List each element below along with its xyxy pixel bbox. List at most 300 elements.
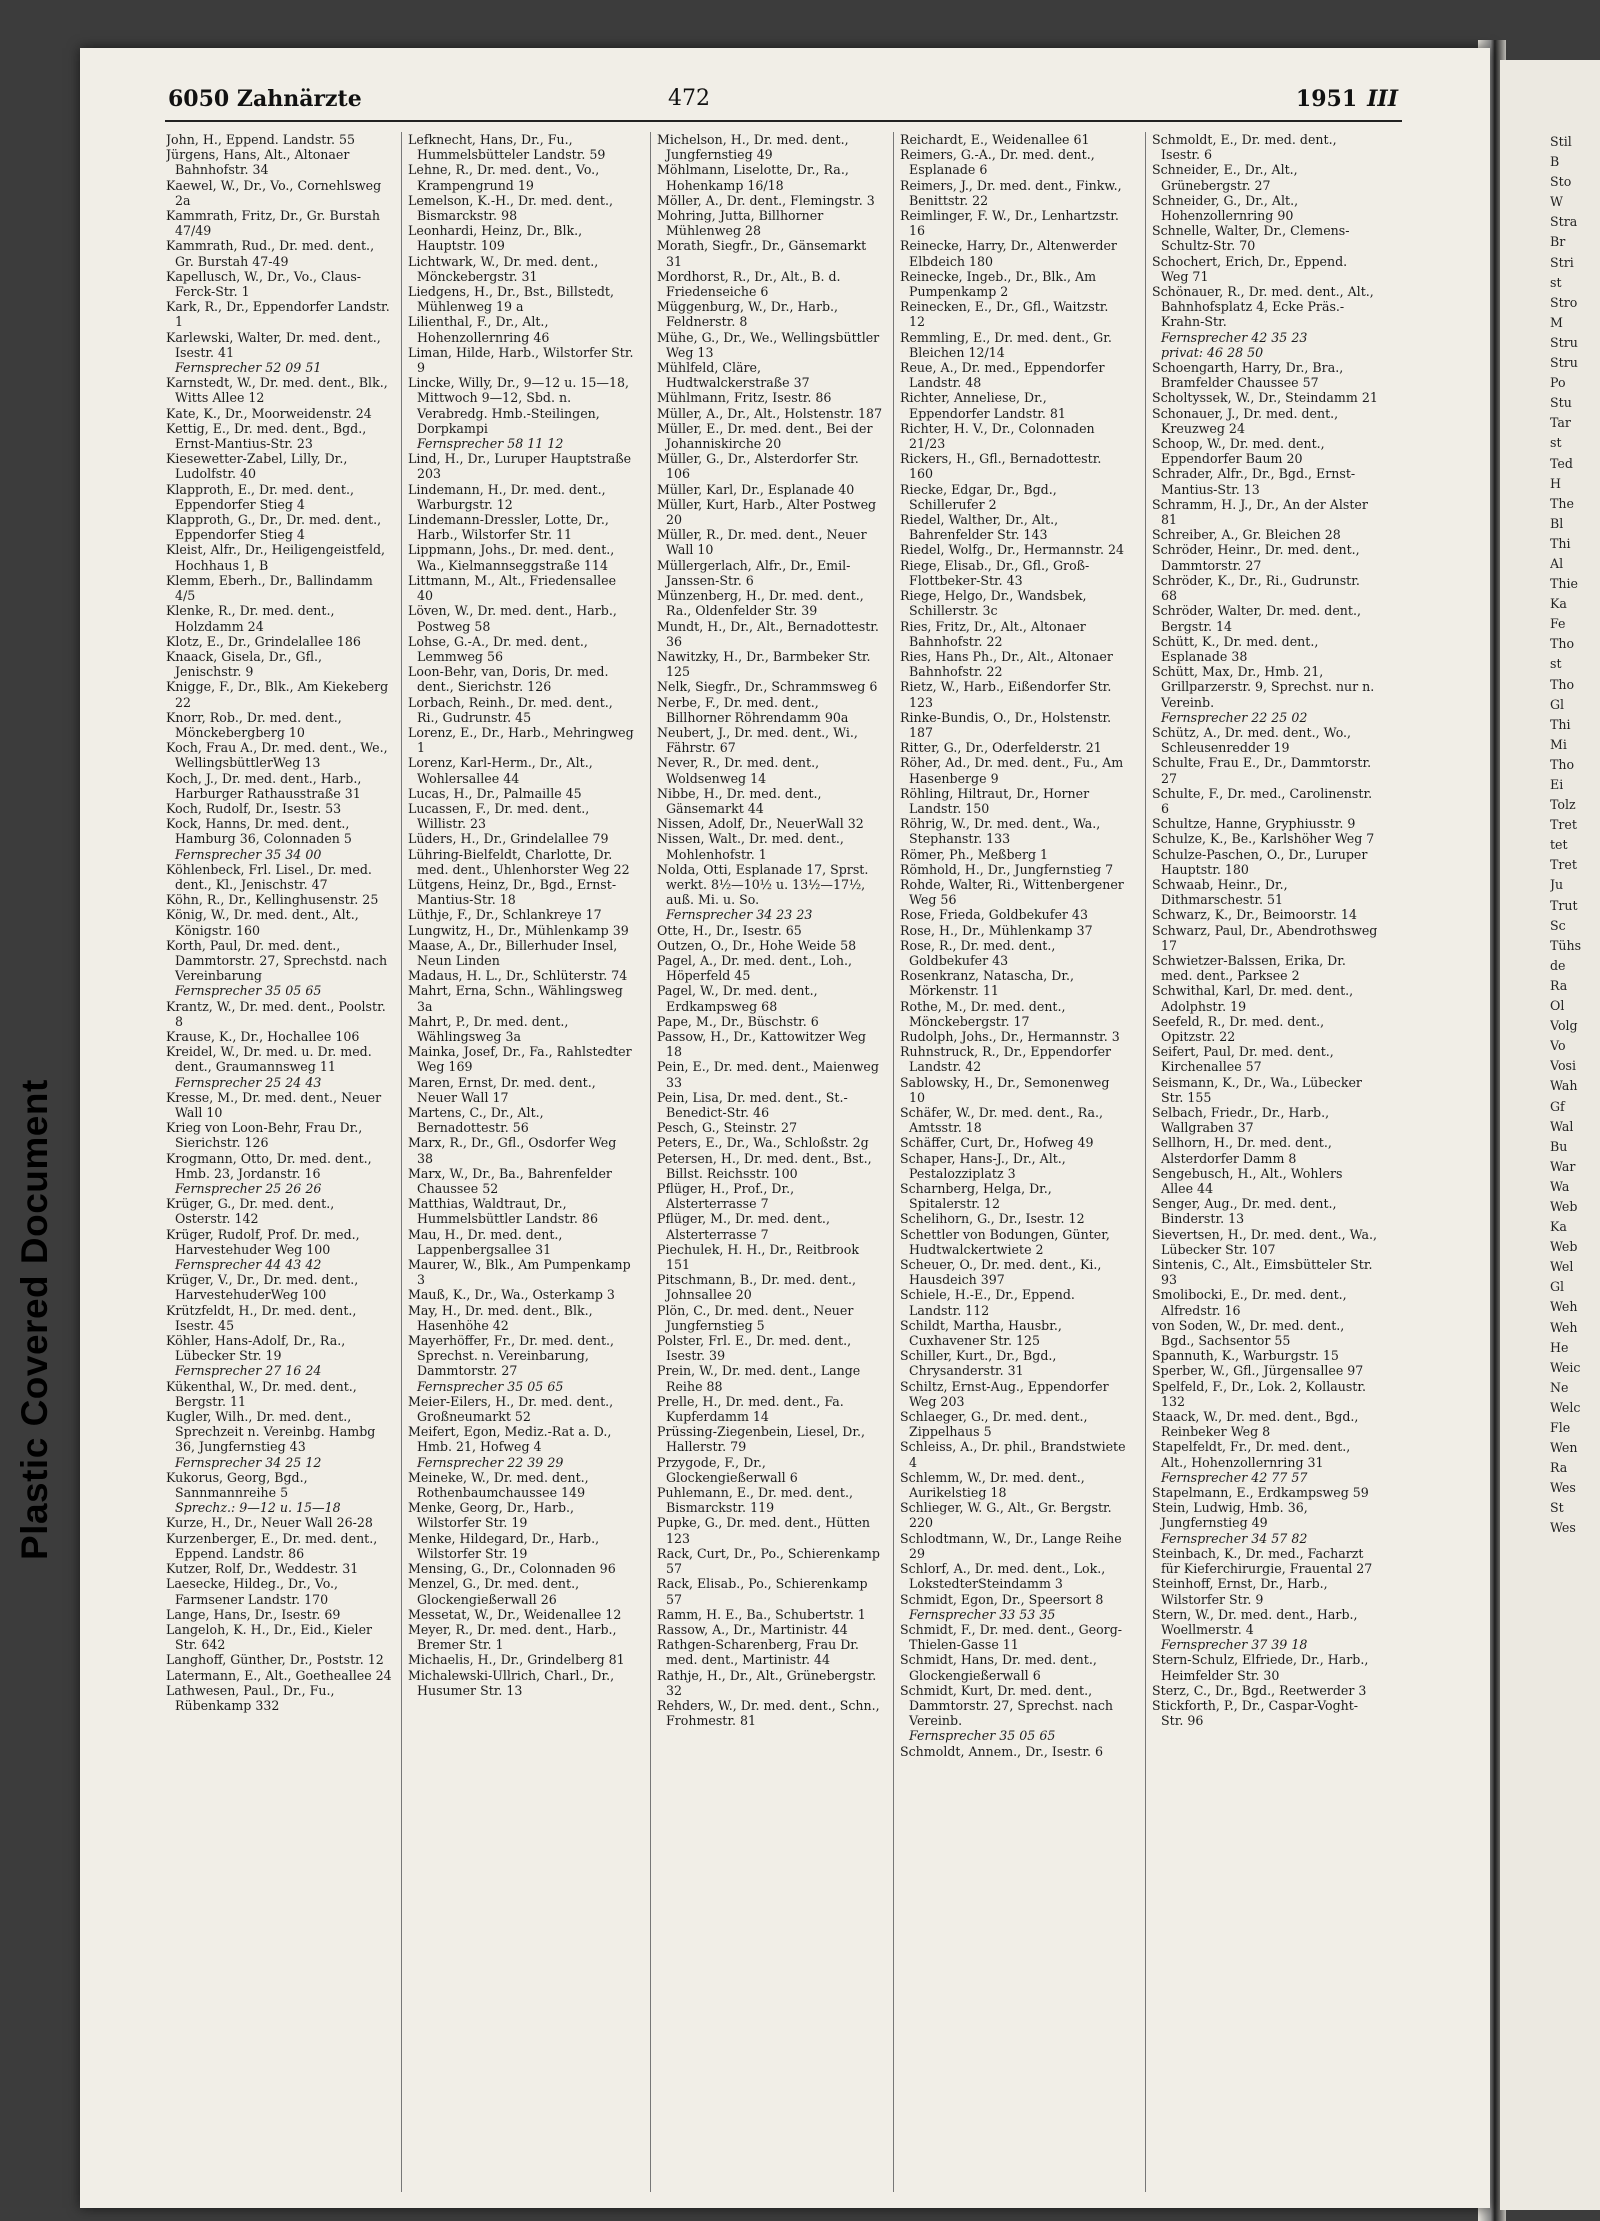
directory-entry: Pein, E., Dr. med. dent., Maienweg 33	[657, 1059, 879, 1090]
directory-entry: Klapproth, E., Dr. med. dent., Eppendorfer Stieg 4	[166, 481, 354, 512]
directory-column-3	[657, 132, 883, 2197]
directory-entry: Sellhorn, H., Dr. med. dent., Alsterdorfer Damm 8	[1152, 1135, 1332, 1166]
directory-entry: Kammrath, Rud., Dr. med. dent., Gr. Burstah 47-49	[166, 238, 375, 269]
directory-entry: Schütt, K., Dr. med. dent., Esplanade 38	[1152, 633, 1319, 664]
directory-entry: Meyer, R., Dr. med. dent., Harb., Bremer Str. 1	[408, 1621, 617, 1653]
directory-entry: Selbach, Friedr., Dr., Harb., Wallgraben 37	[1152, 1105, 1330, 1136]
edge-fragment: Weic	[1550, 1359, 1581, 1375]
directory-entry: Seefeld, R., Dr. med. dent., Opitzstr. 22	[1152, 1013, 1325, 1044]
directory-entry: Reinecken, E., Dr., Gfl., Waitzstr. 12	[900, 299, 1109, 330]
directory-entry: Schröder, K., Dr., Ri., Gudrunstr. 68	[1152, 572, 1360, 604]
directory-entry: Pupke, G., Dr. med. dent., Hütten 123	[657, 1515, 871, 1546]
directory-entry: Lorbach, Reinh., Dr. med. dent., Ri., Gudrunstr. 45	[408, 694, 613, 725]
directory-entry: Kükenthal, W., Dr. med. dent., Bergstr. 11	[166, 1378, 357, 1409]
directory-column-1	[166, 132, 392, 2197]
edge-fragment: Vosi	[1550, 1058, 1577, 1074]
directory-entry: Ruhnstruck, R., Dr., Eppendorfer Landstr. 42	[900, 1044, 1112, 1075]
edge-fragment: Tolz	[1550, 797, 1576, 813]
edge-fragment: Stil	[1550, 134, 1572, 149]
directory-entry: Schäfer, W., Dr. med. dent., Ra., Amtsstr. 18	[900, 1105, 1103, 1136]
directory-entry: Mordhorst, R., Dr., Alt., B. d. Friedenseiche 6	[657, 268, 841, 300]
directory-entry: Meineke, W., Dr. med. dent., Rothenbaumchaussee 149	[408, 1469, 589, 1501]
directory-entry: Koch, J., Dr. med. dent., Harb., Harburger Rathausstraße 31	[166, 770, 362, 801]
edge-fragment: st	[1550, 656, 1562, 672]
directory-entry: Fernsprecher 42 35 23	[1161, 329, 1308, 345]
directory-entry: Scharnberg, Helga, Dr., Spitalerstr. 12	[900, 1181, 1052, 1212]
edge-fragment: Wal	[1550, 1118, 1574, 1134]
directory-entry: Münzenberg, H., Dr. med. dent., Ra., Oldenfelder Str. 39	[657, 588, 864, 619]
directory-entry: Lind, H., Dr., Luruper Hauptstraße 203	[408, 451, 632, 482]
directory-entry: Sperber, W., Gfl., Jürgensallee 97	[1152, 1363, 1364, 1379]
directory-entry: Fernsprecher 35 05 65	[909, 1728, 1056, 1744]
directory-entry: Röhling, Hiltraut, Dr., Horner Landstr. 150	[900, 785, 1090, 816]
directory-entry: Kettig, E., Dr. med. dent., Bgd., Ernst-Mantius-Str. 23	[166, 420, 367, 452]
edge-fragment: st	[1550, 274, 1562, 290]
directory-entry: Ramm, H. E., Ba., Schubertstr. 1	[657, 1606, 866, 1622]
directory-entry: Krüger, Rudolf, Prof. Dr. med., Harvestehuder Weg 100	[166, 1226, 360, 1257]
directory-entry: Reichardt, E., Weidenallee 61	[900, 132, 1090, 147]
directory-entry: Scholtyssek, W., Dr., Steindamm 21	[1152, 390, 1378, 406]
directory-entry: Fernsprecher 37 39 18	[1161, 1637, 1308, 1653]
directory-entry: Schulze-Paschen, O., Dr., Luruper Hauptstr. 180	[1152, 846, 1368, 877]
edge-fragment: Gl	[1550, 1279, 1565, 1295]
directory-entry: Schlieger, W. G., Alt., Gr. Bergstr. 220	[900, 1500, 1112, 1531]
directory-entry: Knaack, Gisela, Dr., Gfl., Jenischstr. 9	[166, 648, 322, 680]
directory-entry: Fernsprecher 33 53 35	[909, 1606, 1056, 1622]
directory-entry: Riecke, Edgar, Dr., Bgd., Schillerufer 2	[900, 481, 1057, 512]
directory-entry: Krüger, V., Dr., Dr. med. dent., HarvestehuderWeg 100	[166, 1272, 359, 1303]
directory-entry: Fernsprecher 27 16 24	[175, 1363, 322, 1379]
directory-entry: Ries, Fritz, Dr., Alt., Altonaer Bahnhofstr. 22	[900, 618, 1086, 649]
directory-entry: Richter, H. V., Dr., Colonnaden 21/23	[900, 420, 1095, 452]
directory-entry: Fernsprecher 25 24 43	[175, 1074, 322, 1090]
directory-column-4	[900, 132, 1126, 2197]
directory-entry: Schelihorn, G., Dr., Isestr. 12	[900, 1211, 1085, 1227]
directory-entry: Reinecke, Ingeb., Dr., Blk., Am Pumpenkamp 2	[900, 268, 1097, 300]
directory-entry: Schaper, Hans-J., Dr., Alt., Pestalozziplatz 3	[900, 1150, 1066, 1181]
directory-entry: May, H., Dr. med. dent., Blk., Hasenhöhe 42	[408, 1302, 593, 1333]
directory-entry: Pesch, G., Steinstr. 27	[657, 1120, 798, 1136]
directory-entry: Smolibocki, E., Dr. med. dent., Alfredstr. 16	[1152, 1287, 1347, 1318]
directory-entry: Mühlmann, Fritz, Isestr. 86	[657, 390, 832, 406]
directory-entry: Lippmann, Johs., Dr. med. dent., Wa., Kielmannseggstraße 114	[408, 542, 615, 573]
directory-entry: Müller, E., Dr. med. dent., Bei der Johanniskirche 20	[657, 420, 873, 452]
directory-entry: Klotz, E., Dr., Grindelallee 186	[166, 633, 361, 649]
edge-fragment: Ra	[1550, 1460, 1568, 1476]
directory-entry: Schlemm, W., Dr. med. dent., Aurikelstieg 18	[900, 1469, 1085, 1501]
directory-entry: Mundt, H., Dr., Alt., Bernadottestr. 36	[657, 618, 879, 649]
scanned-page-view: Plastic Covered Document 6050 Zahnärzte 472 1951 III John, H., Eppend. Landstr. 55 Jürgens, Hans, Alt., Altonaer Bahnhofstr. 34 Kaewel, W., Dr., Vo., Cornehlsweg 2a Kammrath, Fritz, Dr., Gr. Burstah 47/49 Kammrath, Rud., Dr. med. dent., Gr. Burstah 47-49 Kapellusch, W., Dr., Vo., Claus-Ferck-Str. 1 Kark, R., Dr., Eppendorfer Landstr. 1 Karlewski, Walter, Dr. med. dent., Isestr. 41 Fernsprecher 52 09 51 Karnstedt, W., Dr. med. dent., Blk., Witts Allee 12 Kate, K., Dr., Moorweidenstr. 24 Kettig, E., Dr. med. dent., Bgd., Ernst-Mantius-Str. 23 Kiesewetter-Zabel, Lilly, Dr., Ludolfstr. 40 Klapproth, E., Dr. med. dent., Eppendorfer Stieg 4 Klapproth, G., Dr., Dr. med. dent., Eppendorfer Stieg 4 Kleist, Alfr., Dr., Heiligengeistfeld, Hochhaus 1, B Klemm, Eberh., Dr., Ballindamm 4/5 Klenke, R., Dr. med. dent., Holzdamm 24 Klotz, E., Dr., Grindelallee 186 Knaack, Gisela, Dr., Gfl., Jenischstr. 9 Knigge, F., Dr., Blk., Am Kiekeberg 22 Knorr, Rob., Dr. med. dent., Mönckebergberg 10 Koch, Frau A., Dr. med. dent., We., WellingsbüttlerWeg 13 Koch, J., Dr. med. dent., Harb., Harburger Rathausstraße 31 Koch, Rudolf, Dr., Isestr. 53 Kock, Hanns, Dr. med. dent., Hamburg 36, Colonnaden 5 Fernsprecher 35 34 00 Köhlenbeck, Frl. Lisel., Dr. med. dent., Kl., Jenischstr. 47 Köhn, R., Dr., Kellinghusenstr. 25 König, W., Dr. med. dent., Alt., Königstr. 160 Korth, Paul, Dr. med. dent., Dammtorstr. 27, Sprechstd. nach Vereinbarung Fernsprecher 35 05 65 Krantz, W., Dr. med. dent., Poolstr. 8 Krause, K., Dr., Hochallee 106 Kreidel, W., Dr. med. u. Dr. med. dent., Graumannsweg 11 Fernsprecher 25 24 43 Kresse, M., Dr. med. dent., Neuer Wall 10 Krieg von Loon-Behr, Frau Dr., Sierichstr. 126 Krogmann, Otto, Dr. med. dent., Hmb. 23, Jordanstr. 16 Fernsprecher 25 26 26 Krüger, G., Dr. med. dent., Osterstr. 142 Krüger, Rudolf, Prof. Dr. med., Harvestehuder Weg 100 Fernsprecher 44 43 42 Krüger, V., Dr., Dr. med. dent., HarvestehuderWeg 100 Krützfeldt, H., Dr. med. dent., Isestr. 45 Köhler, Hans-Adolf, Dr., Ra., Lübecker Str. 19 Fernsprecher 27 16 24 Kükenthal, W., Dr. med. dent., Bergstr. 11 Kugler, Wilh., Dr. med. dent., Sprechzeit n. Vereinbg. Hambg 36, Jungfernstieg 43 Fernsprecher 34 25 12 Kukorus, Georg, Bgd., Sannmannreihe 5 Sprechz.: 9—12 u. 15—18 Kurze, H., Dr., Neuer Wall 26-28 Kurzenberger, E., Dr. med. dent., Eppend. Landstr. 86 Kutzer, Rolf, Dr., Weddestr. 31 Laesecke, Hildeg., Dr., Vo., Farmsener Landstr. 170 Lange, Hans, Dr., Isestr. 69 Langeloh, K. H., Dr., Eid., Kieler Str. 642 Langhoff, Günther, Dr., Poststr. 12 Latermann, E., Alt., Goetheallee 24 Lathwesen, Paul., Dr., Fu., Rübenkamp 332 Lefknecht, Hans, Dr., Fu., Hummelsbütteler Landstr. 59 Lehne, R., Dr. med. dent., Vo., Krampengrund 19 Lemelson, K.-H., Dr. med. dent., Bismarckstr. 98 Leonhardi, Heinz, Dr., Blk., Hauptstr. 109 Lichtwark, W., Dr. med. dent., Mönckebergstr. 31 Liedgens, H., Dr., Bst., Billstedt, Mühlenweg 19 a Lilienthal, F., Dr., Alt., Hohenzollernring 46 Liman, Hilde, Harb., Wilstorfer Str. 9 Lincke, Willy, Dr., 9—12 u. 15—18, Mittwoch 9—12, Sbd. n. Verabredg. Hmb.-Steilingen, Dorpkampi Fernsprecher 58 11 12 Lind, H., Dr., Luruper Hauptstraße 203 Lindemann, H., Dr. med. dent., Warburgstr. 12 Lindemann-Dressler, Lotte, Dr., Harb., Wilstorfer Str. 11 Lippmann, Johs., Dr. med. dent., Wa., Kielmannseggstraße 114 Littmann, M., Alt., Friedensallee 40 Löven, W., Dr. med. dent., Harb., Postweg 58 Lohse, G.-A., Dr. med. dent., Lemmweg 56 Loon-Behr, van, Doris, Dr. med. dent., Sierichstr. 126 Lorbach, Reinh., Dr. med. dent., Ri., Gudrunstr. 45 Lorenz, E., Dr., Harb., Mehringweg 1 Lorenz, Karl-Herm., Dr., Alt., Wohlersallee 44 Lucas, H., Dr., Palmaille 45 Lucassen, F., Dr. med. dent., Willistr. 23 Lüders, H., Dr., Grindelallee 79 Lühring-Bielfeldt, Charlotte, Dr. med. dent., Uhlenhorster Weg 22 Lütgens, Heinz, Dr., Bgd., Ernst-Mantius-Str. 18 Lüthje, F., Dr., Schlankreye 17 Lungwitz, H., Dr., Mühlenkamp 39 Maase, A., Dr., Billerhuder Insel, Neun Linden Madaus, H. L., Dr., Schlüterstr. 74 Mahrt, Erna, Schn., Wählingsweg 3a Mahrt, P., Dr. med. dent., Wählingsweg 3a Mainka, Josef, Dr., Fa., Rahlstedter Weg 169 Maren, Ernst, Dr. med. dent., Neuer Wall 17 Martens, C., Dr., Alt., Bernadottestr. 56 Marx, R., Dr., Gfl., Osdorfer Weg 38 Marx, W., Dr., Ba., Bahrenfelder Chaussee 52 Matthias, Waldtraut, Dr., Hummelsbüttler Landstr. 86 Mau, H., Dr. med. dent., Lappenbergsallee 31 Maurer, W., Blk., Am Pumpenkamp 3 Mauß, K., Dr., Wa., Osterkamp 3 May, H., Dr. med. dent., Blk., Hasenhöhe 42 Mayerhöffer, Fr., Dr. med. dent., Sprechst. n. Vereinbarung, Dammtorstr. 27 Fernsprecher 35 05 65 Meier-Eilers, H., Dr. med. dent., Großneumarkt 52 Meifert, Egon, Mediz.-Rat a. D., Hmb. 21, Hofweg 4 Fernsprecher 22 39 29 Meineke, W., Dr. med. dent., Rothenbaumchaussee 149 Menke, Georg, Dr., Harb., Wilstorfer Str. 19 Menke, Hildegard, Dr., Harb., Wilstorfer Str. 19 Mensing, G., Dr., Colonnaden 96 Menzel, G., Dr. med. dent., Glockengießerwall 26 Messetat, W., Dr., Weidenallee 12 Meyer, R., Dr. med. dent., Harb., Bremer Str. 1 Michaelis, H., Dr., Grindelberg 81 Michalewski-Ullrich, Charl., Dr., Husumer Str. 13 Michelson, H., Dr. med. dent., Jungfernstieg 49 Möhlmann, Liselotte, Dr., Ra., Hohenkamp 16/18 Möller, A., Dr. dent., Flemingstr. 3 Mohring, Jutta, Billhorner Mühlenweg 28 Morath, Siegfr., Dr., Gänsemarkt 31 Mordhorst, R., Dr., Alt., B. d. Friedenseiche 6 Müggenburg, W., Dr., Harb., Feldnerstr. 8 Mühe, G., Dr., We., Wellingsbüttler Weg 13 Mühlfeld, Cläre, Hudtwalckerstraße 37 Mühlmann, Fritz, Isestr. 86 Müller, A., Dr., Alt., Holstenstr. 187 Müller, E., Dr. med. dent., Bei der Johanniskirche 20 Müller, G., Dr., Alsterdorfer Str. 106 Müller, Karl, Dr., Esplanade 40 Müller, Kurt, Harb., Alter Postweg 20 Müller, R., Dr. med. dent., Neuer Wall 10 Müllergerlach, Alfr., Dr., Emil-Janssen-Str. 6 Münzenberg, H., Dr. med. dent., Ra., Oldenfelder Str. 39 Mundt, H., Dr., Alt., Bernadottestr. 36 Nawitzky, H., Dr., Barmbeker Str. 125 Nelk, Siegfr., Dr., Schrammsweg 6 Nerbe, F., Dr. med. dent., Billhorner Röhrendamm 90a Neubert, J., Dr. med. dent., Wi., Fährstr. 67 Never, R., Dr. med. dent., Woldsenweg 14 Nibbe, H., Dr. med. dent., Gänsemarkt 44 Nissen, Adolf, Dr., NeuerWall 32 Nissen, Walt., Dr. med. dent., Mohlenhofstr. 1 Nolda, Otti, Esplanade 17, Sprst. werkt. 8½—10½ u. 13½—17½, auß. Mi. u. So. Fernsprecher 34 23 23 Otte, H., Dr., Isestr. 65 Outzen, O., Dr., Hohe Weide 58 Pagel, A., Dr. med. dent., Loh., Höperfeld 45 Pagel, W., Dr. med. dent., Erdkampsweg 68 Pape, M., Dr., Büschstr. 6 Passow, H., Dr., Kattowitzer Weg 18 Pein, E., Dr. med. dent., Maienweg 33 Pein, Lisa, Dr. med. dent., St.-Benedict-Str. 46 Pesch, G., Steinstr. 27 Peters, E., Dr., Wa., Schloßstr. 2g Petersen, H., Dr. med. dent., Bst., Billst. Reichsstr. 100 Pflüger, H., Prof., Dr., Alsterterrasse 7 Pflüger, M., Dr. med. dent., Alsterterrasse 7 Piechulek, H. H., Dr., Reitbrook 151 Pitschmann, B., Dr. med. dent., Johnsallee 20 Plön, C., Dr. med. dent., Neuer Jungfernstieg 5 Polster, Frl. E., Dr. med. dent., Isestr. 39 Prein, W., Dr. med. dent., Lange Reihe 88 Prelle, H., Dr. med. dent., Fa. Kupferdamm 14 Prüssing-Ziegenbein, Liesel, Dr., Hallerstr. 79 Przygode, F., Dr., Glockengießerwall 6 Puhlemann, E., Dr. med. dent., Bismarckstr. 119 Pupke, G., Dr. med. dent., Hütten 123 Rack, Curt, Dr., Po., Schierenkamp 57 Rack, Elisab., Po., Schierenkamp 57 Ramm, H. E., Ba., Schubertstr. 1 Rassow, A., Dr., Martinistr. 44 Rathgen-Scharenberg, Frau Dr. med. dent., Martinistr. 44 Rathje, H., Dr., Alt., Grünebergstr. 32 Rehders, W., Dr. med. dent., Schn., Frohmestr. 81 Reichardt, E., Weidenallee 61 Reimers, G.-A., Dr. med. dent., Esplanade 6 Reimers, J., Dr. med. dent., Finkw., Benittstr. 22 Reimlinger, F. W., Dr., Lenhartzstr. 16 Reinecke, Harry, Dr., Altenwerder Elbdeich 180 Reinecke, Ingeb., Dr., Blk., Am Pumpenkamp 2 Reinecken, E., Dr., Gfl., Waitzstr. 12 Remmling, E., Dr. med. dent., Gr. Bleichen 12/14 Reue, A., Dr. med., Eppendorfer Landstr. 48 Richter, Anneliese, Dr., Eppendorfer Landstr. 81 Richter, H. V., Dr., Colonnaden 21/23 Rickers, H., Gfl., Bernadottestr. 160 Riecke, Edgar, Dr., Bgd., Schillerufer 2 Riedel, Walther, Dr., Alt., Bahrenfelder Str. 143 Riedel, Wolfg., Dr., Hermannstr. 24 Riege, Elisab., Dr., Gfl., Groß-Flottbeker-Str. 43 Riege, Helgo, Dr., Wandsbek, Schillerstr. 3c Ries, Fritz, Dr., Alt., Altonaer Bahnhofstr. 22 Ries, Hans Ph., Dr., Alt., Altonaer Bahnhofstr. 22 Rietz, W., Harb., Eißendorfer Str. 123 Rinke-Bundis, O., Dr., Holstenstr. 187 Ritter, G., Dr., Oderfelderstr. 21 Röher, Ad., Dr. med. dent., Fu., Am Hasenberge 9 Röhling, Hiltraut, Dr., Horner Landstr. 150 Röhrig, W., Dr. med. dent., Wa., Stephanstr. 133 Römer, Ph., Meßberg 1 Römhold, H., Dr., Jungfernstieg 7 Rohde, Walter, Ri., Wittenbergener Weg 56 Rose, Frieda, Goldbekufer 43 Rose, H., Dr., Mühlenkamp 37 Rose, R., Dr. med. dent., Goldbekufer 43 Rosenkranz, Natascha, Dr., Mörkenstr. 11 Rothe, M., Dr. med. dent., Mönckebergstr. 17 Rudolph, Johs., Dr., Hermannstr. 3 Ruhnstruck, R., Dr., Eppendorfer Landstr. 42 Sablowsky, H., Dr., Semonenweg 10 Schäfer, W., Dr. med. dent., Ra., Amtsstr. 18 Schäffer, Curt, Dr., Hofweg 49 Schaper, Hans-J., Dr., Alt., Pestalozziplatz 3 Scharnberg, Helga, Dr., Spitalerstr. 12 Schelihorn, G., Dr., Isestr. 12 Schettler von Bodungen, Günter, Hudtwalckertwiete 2 Scheuer, O., Dr. med. dent., Ki., Hausdeich 397 Schiele, H.-E., Dr., Eppend. Landstr. 112 Schildt, Martha, Hausbr., Cuxhavener Str. 125 Schiller, Kurt., Dr., Bgd., Chrysanderstr. 31 Schiltz, Ernst-Aug., Eppendorfer Weg 203 Schlaeger, G., Dr. med. dent., Zippelhaus 5 Schleiss, A., Dr. phil., Brandstwiete 4 Schlemm, W., Dr. med. dent., Aurikelstieg 18 Schlieger, W. G., Alt., Gr. Bergstr. 220 Schlodtmann, W., Dr., Lange Reihe 29 Schlorf, A., Dr. med. dent., Lok., LokstedterSteindamm 3 Schmidt, Egon, Dr., Speersort 8 Fernsprecher 33 53 35 Schmidt, F., Dr. med. dent., Georg-Thielen-Gasse 11 Schmidt, Hans, Dr. med. dent., Glockengießerwall 6 Schmidt, Kurt, Dr. med. dent., Dammtorstr. 27, Sprechst. nach Vereinb. Fernsprecher 35 05 65 Schmoldt, Annem., Dr., Isestr. 6 Schmoldt, E., Dr. med. dent., Isestr. 6 Schneider, E., Dr., Alt., Grünebergstr. 27 Schneider, G., Dr., Alt., Hohenzollernring 90 Schnelle, Walter, Dr., Clemens-Schultz-Str. 70 Schochert, Erich, Dr., Eppend. Weg 71 Schönauer, R., Dr. med. dent., Alt., Bahnhofsplatz 4, Ecke Präs.-Krahn-Str. Fernsprecher 42 35 23 privat: 46 28 50 Schoengarth, Harry, Dr., Bra., Bramfelder Chaussee 57 Scholtyssek, W., Dr., Steindamm 21 Schonauer, J., Dr. med. dent., Kreuzweg 24 Schoop, W., Dr. med. dent., Eppendorfer Baum 20 Schrader, Alfr., Dr., Bgd., Ernst-Mantius-Str. 13 Schramm, H. J., Dr., An der Alster 81 Schreiber, A., Gr. Bleichen 28 Schröder, Heinr., Dr. med. dent., Dammtorstr. 27 Schröder, K., Dr., Ri., Gudrunstr. 68 Schröder, Walter, Dr. med. dent., Bergstr. 14 Schütt, K., Dr. med. dent., Esplanade 38 Schütt, Max, Dr., Hmb. 21, Grillparzerstr. 9, Sprechst. nur n. Vereinb. Fernsprecher 22 25 02 Schütz, A., Dr. med. dent., Wo., Schleusenredder 19 Schulte, Frau E., Dr., Dammtorstr. 27 Schulte, F., Dr. med., Carolinenstr. 6 Schultze, Hanne, Gryphiusstr. 9 Schulze, K., Be., Karlshöher Weg 7 Schulze-Paschen, O., Dr., Luruper Hauptstr. 180 Schwaab, Heinr., Dr., Dithmarschestr. 51 Schwarz, K., Dr., Beimoorstr. 14 Schwarz, Paul, Dr., Abendrothsweg 17 Schwietzer-Balssen, Erika, Dr. med. dent., Parksee 2 Schwithal, Karl, Dr. med. dent., Adolphstr. 19 Seefeld, R., Dr. med. dent., Opitzstr. 22 Seifert, Paul, Dr. med. dent., Kirchenallee 57 Seismann, K., Dr., Wa., Lübecker Str. 155 Selbach, Friedr., Dr., Harb., Wallgraben 37 Sellhorn, H., Dr. med. dent., Alsterdorfer Damm 8 Sengebusch, H., Alt., Wohlers Allee 44 Senger, Aug., Dr. med. dent., Binderstr. 13 Sievertsen, H., Dr. med. dent., Wa., Lübecker Str. 107 Sintenis, C., Alt., Eimsbütteler Str. 93 Smolibocki, E., Dr. med. dent., Alfredstr. 16 von Soden, W., Dr. med. dent., Bgd., Sachsentor 55 Spannuth, K., Warburgstr. 15 Sperber, W., Gfl., Jürgensallee 97 Spelfeld, F., Dr., Lok. 2, Kollaustr. 132 Staack, W., Dr. med. dent., Bgd., Reinbeker Weg 8 Stapelfeldt, Fr., Dr. med. dent., Alt., Hohenzollernring 31 Fernsprecher 42 77 57 Stapelmann, E., Erdkampsweg 59 Stein, Ludwig, Hmb. 36, Jungfernstieg 49 Fernsprecher 34 57 82 Steinbach, K., Dr. med., Facharzt für Kieferchirurgie, Frauental 27 Steinhoff, Ernst, Dr., Harb., Wilstorfer Str. 9 Stern, W., Dr. med. dent., Harb., Woellmerstr. 4 Fernsprecher 37 39 18 Stern-Schulz, Elfriede, Dr., Harb., Heimfelder Str. 30 Sterz, C., Dr., Bgd., Reetwerder 3 Stickforth, P., Dr., Caspar-Voght-Str. 96 Stil B Sto W Stra Br Stri st Stro M Stru Stru Po Stu Tar st Ted H The Bl Thi Al Thie Ka Fe Tho st Tho Gl Thi Mi Tho Ei Tolz Tret tet Tret Ju Trut Sc Tühs de Ra Ol Volg Vo Vosi Wah Gf Wal Bu War Wa Web Ka Web Wel Gl Weh Weh He Weic Ne Welc Fle Wen Ra Wes St Wes	[0, 0, 1600, 2221]
directory-entry: Maurer, W., Blk., Am Pumpenkamp 3	[408, 1257, 631, 1288]
directory-entry: Sablowsky, H., Dr., Semonenweg 10	[900, 1074, 1110, 1105]
directory-entry: Schmidt, Kurt, Dr. med. dent., Dammtorstr. 27, Sprechst. nach Vereinb.	[900, 1682, 1113, 1729]
directory-entry: Schnelle, Walter, Dr., Clemens-Schultz-Str. 70	[1152, 223, 1350, 254]
directory-entry: Schildt, Martha, Hausbr., Cuxhavener Str. 125	[900, 1317, 1062, 1349]
directory-entry: Mohring, Jutta, Billhorner Mühlenweg 28	[657, 208, 824, 239]
directory-entry: Riedel, Wolfg., Dr., Hermannstr. 24	[900, 542, 1125, 558]
directory-entry: Rose, H., Dr., Mühlenkamp 37	[900, 922, 1093, 938]
directory-entry: Ries, Hans Ph., Dr., Alt., Altonaer Bahnhofstr. 22	[900, 648, 1113, 680]
directory-entry: Plön, C., Dr. med. dent., Neuer Jungfernstieg 5	[657, 1302, 854, 1333]
directory-entry: Senger, Aug., Dr. med. dent., Binderstr. 13	[1152, 1196, 1337, 1227]
directory-entry: Rosenkranz, Natascha, Dr., Mörkenstr. 11	[900, 968, 1074, 999]
directory-entry: Neubert, J., Dr. med. dent., Wi., Fährstr. 67	[657, 724, 858, 756]
directory-entry: Schulte, F., Dr. med., Carolinenstr. 6	[1152, 785, 1373, 816]
edge-fragment: Weh	[1550, 1319, 1578, 1335]
directory-entry: Müller, G., Dr., Alsterdorfer Str. 106	[657, 451, 859, 482]
directory-entry: Fernsprecher 34 23 23	[666, 907, 813, 923]
directory-entry: Schiltz, Ernst-Aug., Eppendorfer Weg 203	[900, 1378, 1109, 1409]
directory-entry: Remmling, E., Dr. med. dent., Gr. Bleichen 12/14	[900, 329, 1112, 360]
directory-entry: Passow, H., Dr., Kattowitzer Weg 18	[657, 1028, 866, 1060]
directory-entry: Schulte, Frau E., Dr., Dammtorstr. 27	[1152, 755, 1372, 786]
directory-entry: Schultze, Hanne, Gryphiusstr. 9	[1152, 816, 1356, 832]
directory-entry: Rothe, M., Dr. med. dent., Mönckebergstr. 17	[900, 998, 1066, 1029]
directory-entry: Staack, W., Dr. med. dent., Bgd., Reinbeker Weg 8	[1152, 1409, 1359, 1440]
directory-entry: Meifert, Egon, Mediz.-Rat a. D., Hmb. 21, Hofweg 4	[408, 1424, 612, 1455]
directory-entry: Reimlinger, F. W., Dr., Lenhartzstr. 16	[900, 208, 1119, 239]
directory-entry: Schwithal, Karl, Dr. med. dent., Adolphstr. 19	[1152, 983, 1354, 1014]
directory-entry: Schonauer, J., Dr. med. dent., Kreuzweg 24	[1152, 405, 1339, 436]
directory-entry: Morath, Siegfr., Dr., Gänsemarkt 31	[657, 238, 867, 269]
directory-entry: Karlewski, Walter, Dr. med. dent., Isestr. 41	[166, 329, 381, 360]
column-divider	[893, 132, 894, 2192]
edge-fragment: st	[1550, 435, 1562, 451]
header-rule	[165, 120, 1402, 122]
directory-entry: Lucassen, F., Dr. med. dent., Willistr. 23	[408, 800, 590, 832]
edge-fragment: Sc	[1550, 917, 1566, 933]
directory-entry: Krantz, W., Dr. med. dent., Poolstr. 8	[166, 998, 386, 1029]
directory-entry: Fernsprecher 22 25 02	[1161, 709, 1308, 725]
directory-entry: Kammrath, Fritz, Dr., Gr. Burstah 47/49	[166, 208, 380, 239]
directory-entry: Pitschmann, B., Dr. med. dent., Johnsallee 20	[657, 1272, 857, 1303]
directory-entry: Schochert, Erich, Dr., Eppend. Weg 71	[1152, 253, 1348, 284]
directory-entry: Pagel, A., Dr. med. dent., Loh., Höperfeld 45	[657, 952, 853, 984]
directory-entry: Krieg von Loon-Behr, Frau Dr., Sierichstr. 126	[166, 1120, 363, 1151]
directory-entry: Lüthje, F., Dr., Schlankreye 17	[408, 907, 602, 923]
directory-entry: Pape, M., Dr., Büschstr. 6	[657, 1013, 819, 1029]
edge-fragment: Web	[1550, 1198, 1578, 1214]
directory-entry: Schmidt, Hans, Dr. med. dent., Glockengießerwall 6	[900, 1652, 1097, 1683]
directory-entry: Fernsprecher 58 11 12	[417, 436, 564, 452]
directory-entry: Stein, Ludwig, Hmb. 36, Jungfernstieg 49	[1152, 1500, 1308, 1531]
year: 1951	[1295, 86, 1358, 112]
edge-fragment: Gf	[1550, 1098, 1565, 1114]
directory-entry: Schleiss, A., Dr. phil., Brandstwiete 4	[900, 1439, 1126, 1470]
directory-entry: Menke, Hildegard, Dr., Harb., Wilstorfer Str. 19	[408, 1530, 600, 1561]
directory-entry: Scheuer, O., Dr. med. dent., Ki., Hausdeich 397	[900, 1257, 1102, 1288]
directory-entry: Köhn, R., Dr., Kellinghusenstr. 25	[166, 892, 379, 908]
directory-entry: Reue, A., Dr. med., Eppendorfer Landstr. 48	[900, 360, 1105, 391]
directory-entry: Lange, Hans, Dr., Isestr. 69	[166, 1606, 341, 1622]
directory-entry: Schmoldt, E., Dr. med. dent., Isestr. 6	[1152, 132, 1337, 163]
directory-entry: Reinecke, Harry, Dr., Altenwerder Elbdeich 180	[900, 238, 1117, 269]
directory-entry: Nissen, Adolf, Dr., NeuerWall 32	[657, 816, 864, 832]
directory-entry: Römhold, H., Dr., Jungfernstieg 7	[900, 861, 1114, 877]
directory-entry: Röhrig, W., Dr. med. dent., Wa., Stephanstr. 133	[900, 816, 1101, 847]
directory-entry: Müller, A., Dr., Alt., Holstenstr. 187	[657, 405, 883, 421]
directory-entry: Müller, Kurt, Harb., Alter Postweg 20	[657, 496, 877, 528]
directory-entry: Mühlfeld, Cläre, Hudtwalckerstraße 37	[657, 360, 810, 391]
edge-fragment: M	[1550, 314, 1563, 330]
directory-entry: Riege, Helgo, Dr., Wandsbek, Schillerstr. 3c	[900, 588, 1087, 619]
directory-entry: Kark, R., Dr., Eppendorfer Landstr. 1	[166, 299, 390, 330]
directory-entry: Puhlemann, E., Dr. med. dent., Bismarckstr. 119	[657, 1485, 853, 1516]
edge-fragment: B	[1550, 154, 1560, 170]
facing-page-fragments	[1550, 132, 1600, 2192]
directory-entry: Stern, W., Dr. med. dent., Harb., Woellmerstr. 4	[1152, 1606, 1358, 1637]
directory-entry: Lindemann-Dressler, Lotte, Dr., Harb., Wilstorfer Str. 11	[408, 512, 609, 543]
directory-entry: Polster, Frl. E., Dr. med. dent., Isestr. 39	[657, 1333, 852, 1364]
directory-entry: Kugler, Wilh., Dr. med. dent., Sprechzeit n. Vereinbg. Hambg 36, Jungfernstieg 43	[166, 1409, 376, 1455]
directory-entry: Sprechz.: 9—12 u. 15—18	[175, 1500, 341, 1516]
directory-entry: Seismann, K., Dr., Wa., Lübecker Str. 155	[1152, 1074, 1362, 1105]
directory-entry: Schmidt, F., Dr. med. dent., Georg-Thielen-Gasse 11	[900, 1621, 1123, 1653]
directory-entry: Langhoff, Günther, Dr., Poststr. 12	[166, 1652, 384, 1668]
directory-entry: Sievertsen, H., Dr. med. dent., Wa., Lübecker Str. 107	[1152, 1226, 1378, 1257]
directory-entry: Lütgens, Heinz, Dr., Bgd., Ernst-Mantius-Str. 18	[408, 876, 617, 908]
directory-entry: Klapproth, G., Dr., Dr. med. dent., Eppendorfer Stieg 4	[166, 512, 382, 543]
directory-entry: Fernsprecher 35 05 65	[175, 983, 322, 999]
directory-entry: Fernsprecher 52 09 51	[175, 360, 322, 376]
directory-entry: Kate, K., Dr., Moorweidenstr. 24	[166, 405, 372, 421]
edge-fragment: Thi	[1550, 535, 1571, 551]
directory-entry: Marx, R., Dr., Gfl., Osdorfer Weg 38	[408, 1135, 617, 1166]
edge-fragment: Wes	[1550, 1520, 1576, 1536]
directory-entry: Reimers, J., Dr. med. dent., Finkw., Benittstr. 22	[900, 177, 1122, 208]
directory-entry: Rack, Curt, Dr., Po., Schierenkamp 57	[657, 1545, 880, 1577]
directory-entry: Lincke, Willy, Dr., 9—12 u. 15—18, Mittwoch 9—12, Sbd. n. Verabredg. Hmb.-Steilingen, Dorpkampi	[408, 375, 630, 436]
directory-entry: Rudolph, Johs., Dr., Hermannstr. 3	[900, 1028, 1120, 1044]
directory-entry: Mahrt, Erna, Schn., Wählingsweg 3a	[408, 983, 623, 1014]
directory-entry: Lindemann, H., Dr. med. dent., Warburgstr. 12	[408, 481, 606, 512]
edge-fragment: The	[1550, 495, 1574, 511]
edge-fragment: Wen	[1550, 1440, 1578, 1456]
edge-fragment: Br	[1550, 234, 1566, 250]
edge-fragment: Tar	[1550, 415, 1571, 431]
directory-entry: Outzen, O., Dr., Hohe Weide 58	[657, 937, 857, 953]
directory-entry: Knigge, F., Dr., Blk., Am Kiekeberg 22	[166, 679, 389, 710]
edge-fragment: Ka	[1550, 596, 1567, 612]
directory-entry: Rehders, W., Dr. med. dent., Schn., Frohmestr. 81	[657, 1697, 880, 1729]
directory-entry: Möhlmann, Liselotte, Dr., Ra., Hohenkamp 16/18	[657, 162, 849, 193]
directory-entry: Korth, Paul, Dr. med. dent., Dammtorstr. 27, Sprechstd. nach Vereinbarung	[166, 937, 388, 984]
directory-entry: Koch, Rudolf, Dr., Isestr. 53	[166, 800, 342, 816]
directory-entry: Schoengarth, Harry, Dr., Bra., Bramfelder Chaussee 57	[1152, 360, 1344, 391]
directory-entry: Richter, Anneliese, Dr., Eppendorfer Landstr. 81	[900, 390, 1066, 421]
directory-entry: Kukorus, Georg, Bgd., Sannmannreihe 5	[166, 1469, 308, 1501]
directory-entry: Steinbach, K., Dr. med., Facharzt für Kieferchirurgie, Frauental 27	[1152, 1545, 1373, 1577]
directory-entry: Rassow, A., Dr., Martinistr. 44	[657, 1621, 848, 1637]
directory-entry: Lefknecht, Hans, Dr., Fu., Hummelsbütteler Landstr. 59	[408, 132, 606, 163]
year-volume	[1296, 86, 1398, 112]
directory-entry: Schwietzer-Balssen, Erika, Dr. med. dent., Parksee 2	[1152, 952, 1346, 984]
edge-fragment: Tho	[1550, 636, 1575, 652]
directory-entry: Schwaab, Heinr., Dr., Dithmarschestr. 51	[1152, 876, 1288, 908]
directory-entry: Mainka, Josef, Dr., Fa., Rahlstedter Weg 169	[408, 1044, 632, 1075]
directory-entry: Kaewel, W., Dr., Vo., Cornehlsweg 2a	[166, 177, 382, 208]
directory-entry: Maren, Ernst, Dr. med. dent., Neuer Wall 17	[408, 1074, 596, 1105]
directory-entry: Fernsprecher 22 39 29	[417, 1454, 564, 1470]
edge-fragment: Ne	[1550, 1379, 1569, 1395]
edge-fragment: War	[1550, 1158, 1576, 1174]
directory-entry: Michaelis, H., Dr., Grindelberg 81	[408, 1652, 625, 1668]
directory-entry: König, W., Dr. med. dent., Alt., Königstr. 160	[166, 907, 359, 938]
directory-entry: Kapellusch, W., Dr., Vo., Claus-Ferck-Str. 1	[166, 268, 362, 300]
edge-fragment: Ol	[1550, 998, 1565, 1014]
edge-fragment: Wel	[1550, 1259, 1574, 1275]
directory-entry: Fernsprecher 25 26 26	[175, 1181, 322, 1197]
directory-entry: Lungwitz, H., Dr., Mühlenkamp 39	[408, 922, 629, 938]
directory-entry: Meier-Eilers, H., Dr. med. dent., Großneumarkt 52	[408, 1393, 614, 1425]
directory-entry: Liman, Hilde, Harb., Wilstorfer Str. 9	[408, 344, 634, 376]
directory-entry: Jürgens, Hans, Alt., Altonaer Bahnhofstr. 34	[166, 147, 350, 178]
directory-entry: Schiller, Kurt., Dr., Bgd., Chrysanderstr. 31	[900, 1348, 1057, 1379]
directory-entry: Knorr, Rob., Dr. med. dent., Mönckebergberg 10	[166, 709, 342, 740]
edge-fragment: Sto	[1550, 174, 1572, 190]
edge-fragment: Ei	[1550, 777, 1564, 792]
directory-entry: Lemelson, K.-H., Dr. med. dent., Bismarckstr. 98	[408, 192, 613, 224]
directory-entry: Mauß, K., Dr., Wa., Osterkamp 3	[408, 1287, 615, 1303]
directory-entry: Schlodtmann, W., Dr., Lange Reihe 29	[900, 1530, 1122, 1561]
directory-entry: Prelle, H., Dr. med. dent., Fa. Kupferdamm 14	[657, 1393, 844, 1425]
directory-entry: Nissen, Walt., Dr. med. dent., Mohlenhofstr. 1	[657, 831, 844, 862]
directory-entry: Spelfeld, F., Dr., Lok. 2, Kollaustr. 132	[1152, 1378, 1366, 1409]
directory-entry: Lüders, H., Dr., Grindelallee 79	[408, 831, 609, 847]
edge-fragment: Ra	[1550, 977, 1568, 993]
page-header	[168, 86, 1398, 120]
directory-entry: Koch, Frau A., Dr. med. dent., We., WellingsbüttlerWeg 13	[166, 740, 388, 771]
directory-entry: Klemm, Eberh., Dr., Ballindamm 4/5	[166, 572, 373, 604]
edge-fragment: Tho	[1550, 756, 1575, 772]
edge-fragment: Tret	[1550, 857, 1577, 873]
directory-entry: Latermann, E., Alt., Goetheallee 24	[166, 1667, 392, 1683]
directory-entry: Rohde, Walter, Ri., Wittenbergener Weg 56	[900, 876, 1124, 908]
edge-fragment: Wa	[1550, 1178, 1570, 1194]
directory-entry: Langeloh, K. H., Dr., Eid., Kieler Str. 642	[166, 1621, 373, 1653]
directory-entry: Menzel, G., Dr. med. dent., Glockengießerwall 26	[408, 1576, 580, 1607]
directory-entry: Rose, Frieda, Goldbekufer 43	[900, 907, 1088, 923]
directory-entry: Stapelmann, E., Erdkampsweg 59	[1152, 1485, 1369, 1501]
directory-entry: Mensing, G., Dr., Colonnaden 96	[408, 1561, 616, 1577]
directory-entry: Krogmann, Otto, Dr. med. dent., Hmb. 23, Jordanstr. 16	[166, 1150, 372, 1181]
directory-entry: Schlorf, A., Dr. med. dent., Lok., LokstedterSteindamm 3	[900, 1561, 1106, 1592]
directory-entry: Rietz, W., Harb., Eißendorfer Str. 123	[900, 679, 1112, 710]
page-number: 472	[668, 86, 710, 111]
edge-fragment: Stru	[1550, 334, 1578, 350]
directory-entry: Schwarz, K., Dr., Beimoorstr. 14	[1152, 907, 1357, 923]
directory-entry: Stern-Schulz, Elfriede, Dr., Harb., Heimfelder Str. 30	[1152, 1652, 1369, 1683]
directory-entry: Kreidel, W., Dr. med. u. Dr. med. dent., Graumannsweg 11	[166, 1044, 372, 1075]
directory-entry: Reimers, G.-A., Dr. med. dent., Esplanade 6	[900, 147, 1095, 178]
directory-entry: Schiele, H.-E., Dr., Eppend. Landstr. 112	[900, 1287, 1075, 1318]
directory-entry: Riege, Elisab., Dr., Gfl., Groß-Flottbeker-Str. 43	[900, 557, 1090, 588]
directory-entry: Lathwesen, Paul., Dr., Fu., Rübenkamp 332	[166, 1682, 335, 1713]
directory-entry: Schettler von Bodungen, Günter, Hudtwalckertwiete 2	[900, 1226, 1110, 1257]
directory-entry: Schrader, Alfr., Dr., Bgd., Ernst-Mantius-Str. 13	[1152, 466, 1356, 497]
directory-entry: Schönauer, R., Dr. med. dent., Alt., Bahnhofsplatz 4, Ecke Präs.-Krahn-Str.	[1152, 284, 1374, 330]
directory-entry: Pflüger, M., Dr. med. dent., Alsterterrasse 7	[657, 1211, 830, 1242]
directory-entry: Nolda, Otti, Esplanade 17, Sprst. werkt. 8½—10½ u. 13½—17½, auß. Mi. u. So.	[657, 861, 869, 908]
directory-entry: Piechulek, H. H., Dr., Reitbrook 151	[657, 1241, 859, 1273]
edge-fragment: Fle	[1550, 1420, 1571, 1435]
directory-entry: Kock, Hanns, Dr. med. dent., Hamburg 36, Colonnaden 5	[166, 816, 352, 847]
directory-entry: Römer, Ph., Meßberg 1	[900, 846, 1049, 862]
edge-fragment: Tret	[1550, 817, 1577, 833]
directory-entry: Karnstedt, W., Dr. med. dent., Blk., Witts Allee 12	[166, 375, 388, 406]
directory-entry: Müllergerlach, Alfr., Dr., Emil-Janssen-Str. 6	[657, 557, 851, 588]
directory-entry: Röher, Ad., Dr. med. dent., Fu., Am Hasenberge 9	[900, 755, 1124, 786]
directory-entry: Schlaeger, G., Dr. med. dent., Zippelhaus 5	[900, 1409, 1088, 1440]
directory-entry: Never, R., Dr. med. dent., Woldsenweg 14	[657, 755, 820, 786]
volume: III	[1367, 86, 1398, 112]
directory-entry: Madaus, H. L., Dr., Schlüterstr. 74	[408, 968, 628, 984]
edge-fragment: Web	[1550, 1239, 1578, 1255]
directory-entry: Fernsprecher 35 05 65	[417, 1378, 564, 1394]
edge-fragment: de	[1550, 957, 1566, 973]
directory-column-2	[408, 132, 634, 2197]
directory-entry: Laesecke, Hildeg., Dr., Vo., Farmsener Landstr. 170	[166, 1576, 339, 1607]
edge-fragment: Volg	[1550, 1018, 1578, 1034]
directory-entry: Messetat, W., Dr., Weidenallee 12	[408, 1606, 622, 1622]
directory-entry: John, H., Eppend. Landstr. 55	[166, 132, 356, 147]
directory-entry: Rathje, H., Dr., Alt., Grünebergstr. 32	[657, 1667, 877, 1698]
directory-entry: Kleist, Alfr., Dr., Heiligengeistfeld, Hochhaus 1, B	[166, 542, 386, 573]
directory-entry: Menke, Georg, Dr., Harb., Wilstorfer Str. 19	[408, 1500, 575, 1531]
directory-entry: Müller, Karl, Dr., Esplanade 40	[657, 481, 855, 497]
directory-entry: Lucas, H., Dr., Palmaille 45	[408, 785, 582, 801]
edge-fragment: Weh	[1550, 1299, 1578, 1315]
directory-entry: Liedgens, H., Dr., Bst., Billstedt, Mühlenweg 19 a	[408, 284, 614, 315]
directory-entry: Krüger, G., Dr. med. dent., Osterstr. 142	[166, 1196, 335, 1227]
directory-entry: Schröder, Walter, Dr. med. dent., Bergstr. 14	[1152, 603, 1361, 634]
edge-fragment: Gl	[1550, 696, 1565, 712]
directory-entry: Schreiber, A., Gr. Bleichen 28	[1152, 527, 1341, 543]
directory-entry: Schramm, H. J., Dr., An der Alster 81	[1152, 496, 1368, 528]
directory-entry: Rathgen-Scharenberg, Frau Dr. med. dent., Martinistr. 44	[657, 1637, 859, 1668]
directory-entry: Kurzenberger, E., Dr. med. dent., Eppend. Landstr. 86	[166, 1530, 378, 1561]
directory-entry: Maase, A., Dr., Billerhuder Insel, Neun Linden	[408, 937, 618, 968]
edge-fragment: St	[1550, 1500, 1564, 1516]
directory-entry: Matthias, Waldtraut, Dr., Hummelsbüttler Landstr. 86	[408, 1196, 598, 1227]
edge-fragment: Wah	[1550, 1078, 1578, 1094]
edge-fragment: Mi	[1550, 736, 1567, 752]
edge-fragment: Trut	[1550, 897, 1578, 913]
edge-fragment: Ju	[1550, 877, 1564, 893]
edge-fragment: tet	[1550, 837, 1568, 853]
directory-entry: Spannuth, K., Warburgstr. 15	[1152, 1348, 1339, 1364]
directory-entry: Schulze, K., Be., Karlshöher Weg 7	[1152, 831, 1375, 847]
directory-entry: Lilienthal, F., Dr., Alt., Hohenzollernring 46	[408, 314, 550, 345]
directory-entry: Schütt, Max, Dr., Hmb. 21, Grillparzerstr. 9, Sprechst. nur n. Vereinb.	[1152, 664, 1375, 710]
directory-entry: Schoop, W., Dr. med. dent., Eppendorfer Baum 20	[1152, 436, 1325, 467]
edge-fragment: Tho	[1550, 676, 1575, 692]
directory-entry: Fernsprecher 44 43 42	[175, 1257, 322, 1273]
directory-entry: Schneider, E., Dr., Alt., Grünebergstr. 27	[1152, 162, 1298, 193]
directory-entry: Fernsprecher 34 25 12	[175, 1454, 322, 1470]
edge-fragment: Ted	[1550, 455, 1573, 471]
directory-entry: Löven, W., Dr. med. dent., Harb., Postweg 58	[408, 603, 617, 634]
directory-entry: Mühe, G., Dr., We., Wellingsbüttler Weg 13	[657, 329, 880, 360]
directory-entry: Müggenburg, W., Dr., Harb., Feldnerstr. 8	[657, 299, 839, 330]
directory-entry: privat: 46 28 50	[1161, 344, 1264, 360]
directory-entry: Krause, K., Dr., Hochallee 106	[166, 1028, 360, 1044]
edge-fragment: Bu	[1550, 1138, 1568, 1154]
edge-fragment: Welc	[1550, 1399, 1581, 1415]
directory-entry: Kiesewetter-Zabel, Lilly, Dr., Ludolfstr. 40	[166, 451, 348, 482]
directory-entry: Köhler, Hans-Adolf, Dr., Ra., Lübecker Str. 19	[166, 1333, 346, 1364]
directory-entry: Nibbe, H., Dr. med. dent., Gänsemarkt 44	[657, 785, 822, 816]
